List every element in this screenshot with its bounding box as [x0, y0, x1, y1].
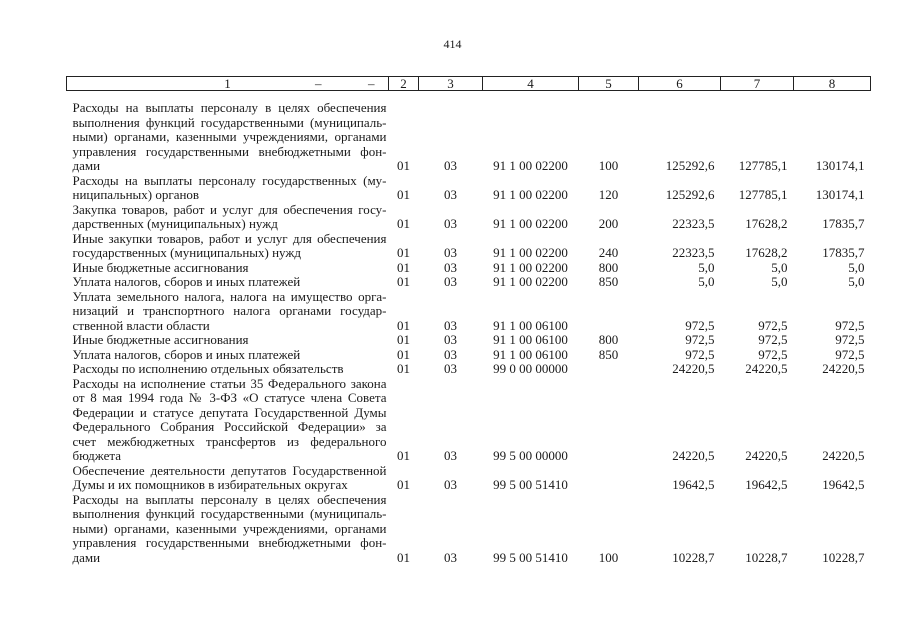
amount-col-6: 10228,7	[672, 549, 715, 565]
subsection-code: 03	[444, 158, 457, 173]
amount-col-7: 972,5	[758, 346, 788, 362]
amount-col-7: 10228,7	[745, 549, 788, 565]
section-code: 01	[397, 245, 410, 260]
subsection-code: 03	[444, 187, 457, 202]
table-row	[67, 261, 871, 276]
table-row	[67, 290, 871, 334]
header-col-1: 1 – –	[67, 77, 389, 91]
section-code: 01	[397, 259, 410, 275]
expense-type-code	[579, 290, 639, 334]
table-row	[67, 362, 871, 377]
amount-col-7: 17628,2	[745, 216, 788, 231]
amount-col-7: 5,0	[771, 259, 788, 275]
header-col-5: 5	[579, 77, 639, 91]
table-row	[67, 275, 871, 290]
amount-col-8: 972,5	[835, 317, 865, 333]
section-code: 01	[397, 346, 410, 362]
target-article-code: 91 1 00 02200	[493, 187, 568, 202]
row-description: Закупка товаров, работ и услуг для обеспечения госу-дарственных (муниципальных) нужд	[72, 201, 387, 231]
row-description: Расходы на выплаты персоналу государственных (му-ниципальных) органов	[72, 172, 387, 202]
amount-col-8: 5,0	[848, 259, 865, 275]
amount-col-6: 972,5	[685, 332, 715, 347]
amount-col-6: 5,0	[698, 259, 715, 275]
row-description: Уплата налогов, сборов и иных платежей	[72, 274, 301, 289]
amount-col-7: 5,0	[771, 274, 788, 289]
header-col-8: 8	[794, 77, 871, 91]
target-article-code: 91 1 00 02200	[493, 216, 568, 231]
amount-col-6: 125292,6	[665, 187, 715, 202]
section-code: 01	[397, 274, 410, 289]
subsection-code: 03	[444, 361, 457, 376]
header-row	[67, 77, 871, 91]
row-description: Иные бюджетные ассигнования	[72, 259, 249, 275]
subsection-code: 03	[444, 346, 457, 362]
target-article-code: 91 1 00 02200	[493, 245, 568, 260]
amount-col-7: 127785,1	[738, 187, 788, 202]
subsection-code: 03	[444, 216, 457, 231]
section-code: 01	[397, 361, 410, 376]
section-code: 01	[397, 448, 410, 463]
expense-type-code: 850	[598, 346, 619, 362]
header-col-7: 7	[721, 77, 794, 91]
amount-col-8: 130174,1	[815, 158, 865, 173]
header-col-3: 3	[419, 77, 483, 91]
section-code: 01	[397, 549, 410, 565]
amount-col-8: 24220,5	[822, 448, 865, 463]
section-code: 01	[397, 332, 410, 347]
subsection-code: 03	[444, 274, 457, 289]
amount-col-7: 17628,2	[745, 245, 788, 260]
amount-col-8: 17835,7	[822, 216, 865, 231]
amount-col-8: 19642,5	[822, 477, 865, 492]
table-row	[67, 333, 871, 348]
row-description: Расходы по исполнению отдельных обязательств	[72, 361, 344, 376]
table-row	[67, 493, 871, 566]
amount-col-6: 972,5	[685, 317, 715, 333]
table-row	[67, 464, 871, 493]
amount-col-6: 972,5	[685, 346, 715, 362]
amount-col-6: 22323,5	[672, 216, 715, 231]
table-row	[67, 203, 871, 232]
expense-type-code	[579, 464, 639, 493]
row-description: Уплата земельного налога, налога на имущество орга-низаций и транспортного налога органами государ-ственной власти области	[72, 288, 387, 333]
subsection-code: 03	[444, 317, 457, 333]
expense-type-code: 850	[598, 274, 619, 289]
row-description: Расходы на выплаты персоналу в целях обеспечения выполнения функций государственными (муниципаль-ными) органами, казенными учреждениями, органами управления государственными внебюджетными фон-дами	[72, 491, 387, 565]
expense-type-code: 240	[598, 245, 619, 260]
target-article-code: 91 1 00 06100	[493, 332, 568, 347]
subsection-code: 03	[444, 245, 457, 260]
expense-type-code: 800	[598, 259, 619, 275]
amount-col-8: 5,0	[848, 274, 865, 289]
page-number: 414	[443, 37, 462, 51]
target-article-code: 99 5 00 51410	[493, 549, 568, 565]
target-article-code: 99 0 00 00000	[493, 361, 568, 376]
amount-col-8: 24220,5	[822, 361, 865, 376]
amount-col-7: 972,5	[758, 317, 788, 333]
amount-col-8: 972,5	[835, 346, 865, 362]
amount-col-8: 10228,7	[822, 549, 865, 565]
section-code: 01	[397, 216, 410, 231]
target-article-code: 91 1 00 06100	[493, 346, 568, 362]
expense-type-code: 200	[598, 216, 619, 231]
subsection-code: 03	[444, 259, 457, 275]
amount-col-7: 24220,5	[745, 361, 788, 376]
table-row	[67, 174, 871, 203]
amount-col-6: 24220,5	[672, 361, 715, 376]
section-code: 01	[397, 477, 410, 492]
table-row	[67, 91, 871, 174]
expense-type-code	[579, 377, 639, 464]
amount-col-8: 17835,7	[822, 245, 865, 260]
amount-col-6: 19642,5	[672, 477, 715, 492]
amount-col-6: 24220,5	[672, 448, 715, 463]
header-col-6: 6	[639, 77, 721, 91]
amount-col-7: 19642,5	[745, 477, 788, 492]
row-description: Обеспечение деятельности депутатов Государственной Думы и их помощников в избирательных округах	[72, 462, 387, 492]
subsection-code: 03	[444, 477, 457, 492]
amount-col-6: 125292,6	[665, 158, 715, 173]
expense-type-code: 100	[598, 158, 619, 173]
subsection-code: 03	[444, 448, 457, 463]
amount-col-8: 130174,1	[815, 187, 865, 202]
subsection-code: 03	[444, 549, 457, 565]
expense-type-code: 800	[598, 332, 619, 347]
row-description: Уплата налогов, сборов и иных платежей	[72, 346, 301, 362]
amount-col-8: 972,5	[835, 332, 865, 347]
section-code: 01	[397, 317, 410, 333]
table-row	[67, 377, 871, 464]
expense-type-code	[579, 362, 639, 377]
row-description: Иные бюджетные ассигнования	[72, 332, 249, 347]
target-article-code: 91 1 00 02200	[493, 259, 568, 275]
amount-col-7: 24220,5	[745, 448, 788, 463]
target-article-code: 99 5 00 51410	[493, 477, 568, 492]
table-row	[67, 232, 871, 261]
target-article-code: 91 1 00 02200	[493, 158, 568, 173]
amount-col-7: 972,5	[758, 332, 788, 347]
row-description: Расходы на исполнение статьи 35 Федерального закона от 8 мая 1994 года № 3-ФЗ «О статусе члена Совета Федерации и статусе депутата Государственной Думы Федерального Собрания Российской Федерации» за счет межбюджетных трансфертов из федерального бюджета	[72, 375, 387, 463]
budget-table	[66, 76, 871, 565]
section-code: 01	[397, 158, 410, 173]
section-code: 01	[397, 187, 410, 202]
target-article-code: 91 1 00 02200	[493, 274, 568, 289]
amount-col-7: 127785,1	[738, 158, 788, 173]
amount-col-6: 5,0	[698, 274, 715, 289]
target-article-code: 91 1 00 06100	[493, 317, 568, 333]
table-row	[67, 348, 871, 363]
amount-col-6: 22323,5	[672, 245, 715, 260]
row-description: Расходы на выплаты персоналу в целях обеспечения выполнения функций государственными (муниципаль-ными) органами, казенными учреждениями, органами управления государственными внебюджетными фон-дами	[72, 100, 387, 173]
header-col-2: 2	[389, 77, 419, 91]
expense-type-code: 100	[598, 549, 619, 565]
subsection-code: 03	[444, 332, 457, 347]
header-col-4: 4	[483, 77, 579, 91]
target-article-code: 99 5 00 00000	[493, 448, 568, 463]
expense-type-code: 120	[598, 187, 619, 202]
row-description: Иные закупки товаров, работ и услуг для обеспечения государственных (муниципальных) нужд	[72, 230, 387, 260]
